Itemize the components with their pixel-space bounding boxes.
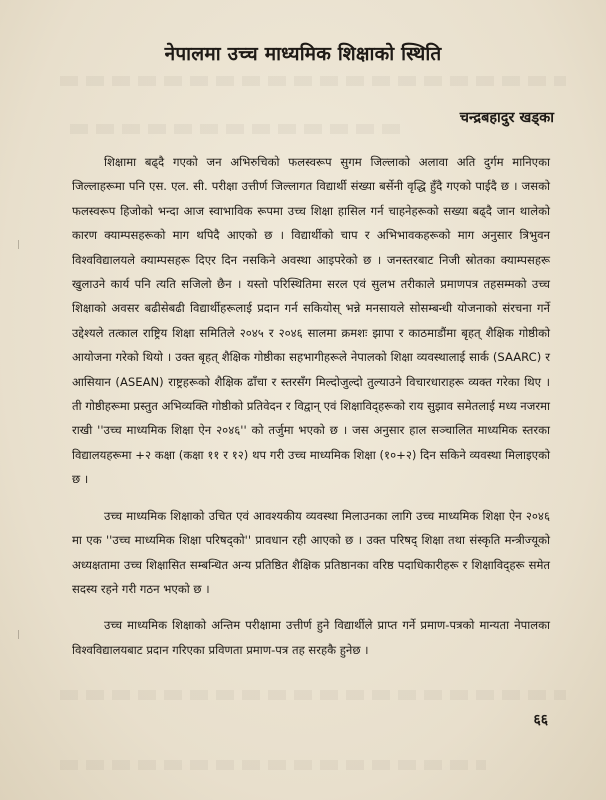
paragraph-3: उच्च माध्यमिक शिक्षाको अन्तिम परीक्षामा उत्तीर्ण हुने विद्यार्थीले प्राप्त गर्ने प्रमाण-पत्रको मान्यता नेपालका विश्वविद्यालयबाट प्रदान गरिएका प्रविणता प्रमाण-पत्र तह सरहकै हुनेछ । [72,618,550,657]
page-title: नेपालमा उच्च माध्यमिक शिक्षाको स्थिति [164,43,442,65]
show-through-text [70,124,406,134]
show-through-text [60,690,566,700]
punch-hole-mark [18,630,23,639]
show-through-text [60,76,566,86]
author-name: चन्द्रबहादुर खड्का [459,110,554,126]
show-through-text [60,760,486,770]
paragraph-1: शिक्षामा बढ्दै गएको जन अभिरुचिको फलस्वरूप सुगम जिल्लाको अलावा अति दुर्गम मानिएका जिल्लाहरूमा पनि एस. एल. सी. परीक्षा उत्तीर्ण जिल्लागत विद्यार्थी संख्या बर्सेनी वृद्धि हुँदै गएको पाईदै छ । जसको फलस्वरूप हिजोको भन्दा आज स्वाभाविक रूपमा उच्च शिक्षा हासिल गर्न चाहनेहरूको सख्या बढ्दै जान थालेको कारण क्याम्पसहरूको माग थपिदै आएको छ । विद्यार्थीको चाप र अभिभावकहरूको माग अनुसार त्रिभुवन विश्वविद्यालयले क्याम्पसहरू दिएर दिन नसकिने अवस्था आइपरेको छ । जनस्तरबाट निजी स्रोतका क्याम्पसहरू खुलाउने कार्य पनि त्यति सजिलो छैन । यस्तो परिस्थितिमा सरल एवं सुलभ तरीकाले प्रमाणपत्र तहसम्मको उच्च शिक्षाको अवसर बढीसेबढी विद्यार्थीहरूलाई प्रदान गर्न सकियोस् भन्ने मनसायले सोसम्बन्धी योजनाको संरचना गर्ने उद्देश्यले तत्काल राष्ट्रिय शिक्षा समितिले २०४५ र २०४६ सालमा क्रमशः झापा र काठमाडौंमा बृहत् शैक्षिक गोष्ठीको आयोजना गरेको थियो । उक्त बृहत् शैक्षिक गोष्ठीका सहभागीहरूले नेपालको शिक्षा व्यवस्थालाई सार्क (SAARC) र आसियान (ASEAN) राष्ट्रहरूको शैक्षिक ढाँचा र स्तरसँग मिल्दोजुल्दो तुल्याउने विचारधाराहरू व्यक्त गरेका थिए । ती गोष्ठीहरूमा प्रस्तुत अभिव्यक्ति गोष्ठीको प्रतिवेदन र विद्वान् एवं शिक्षाविद्हरूको राय सुझाव समेतलाई मध्य नजरमा राखी ''उच्च माध्यमिक शिक्षा ऐन २०४६'' को तर्जुमा भएको छ । जस अनुसार हाल सञ्चालित माध्यमिक स्तरका विद्यालयहरूमा +२ कक्षा (कक्षा ११ र १२) थप गरी उच्च माध्यमिक शिक्षा (१०+२) दिन सकिने व्यवस्था मिलाइएको छ । [72,155,550,487]
punch-hole-mark [18,240,23,249]
paragraph-2: उच्च माध्यमिक शिक्षाको उचित एवं आवश्यकीय व्यवस्था मिलाउनका लागि उच्च माध्यमिक शिक्षा ऐन २०४६ मा एक ''उच्च माध्यमिक शिक्षा परिषद्को'' प्रावधान रही आएको छ । उक्त परिषद् शिक्षा तथा संस्कृति मन्त्रीज्यूको अध्यक्षतामा उच्च शिक्षासित सम्बन्धित अन्य प्रतिष्ठित शैक्षिक प्रतिष्ठानका वरिष्ठ पदाधिकारीहरू र शिक्षाविद्हरू समेत सदस्य रहने गरी गठन भएको छ । [72,508,550,596]
page-number: ६६ [533,712,548,728]
body-text [72,150,550,662]
